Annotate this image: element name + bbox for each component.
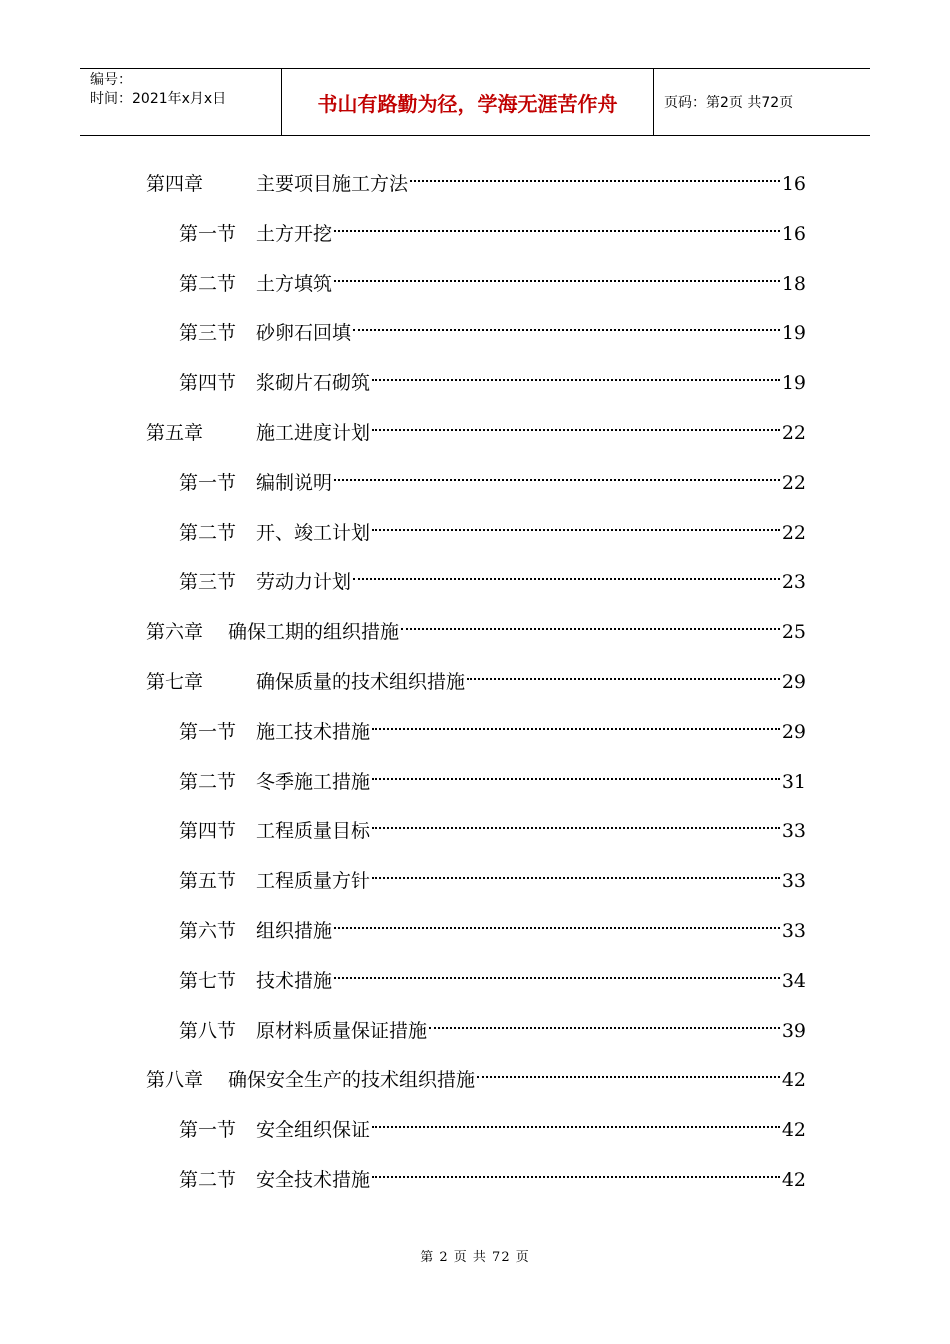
- toc-entry-title: 土方开挖: [256, 223, 333, 245]
- toc-entry-number: 第一节: [179, 721, 237, 743]
- toc-leader-dots: [334, 210, 780, 240]
- toc-entry-title: 原材料质量保证措施: [256, 1020, 428, 1042]
- toc-entry-page: 16: [781, 173, 806, 195]
- toc-entry-title: 确保安全生产的技术组织措施: [228, 1069, 476, 1091]
- toc-section-row: [179, 807, 806, 842]
- toc-entry-page: 33: [781, 820, 806, 842]
- toc-entry-number: 第二节: [179, 1169, 237, 1191]
- toc-leader-dots: [372, 359, 780, 389]
- toc-entry-number: 第四节: [179, 820, 237, 842]
- toc-leader-dots: [334, 260, 780, 290]
- toc-section-row: [179, 907, 806, 942]
- toc-leader-dots: [477, 1056, 780, 1086]
- toc-leader-dots: [372, 807, 780, 837]
- toc-leader-dots: [372, 758, 780, 788]
- toc-section-row: [179, 708, 806, 743]
- toc-section-row: [179, 558, 806, 593]
- toc-entry-page: 31: [781, 771, 806, 793]
- toc-chapter-row: [146, 1056, 806, 1091]
- toc-entry-title: 编制说明: [256, 472, 333, 494]
- toc-entry-page: 39: [781, 1020, 806, 1042]
- toc-section-row: [179, 309, 806, 344]
- toc-chapter-row: [146, 608, 806, 643]
- toc-chapter-row: [146, 658, 806, 693]
- toc-entry-number: 第一节: [179, 223, 237, 245]
- toc-leader-dots: [372, 708, 780, 738]
- toc-entry-number: 第五章: [146, 422, 204, 444]
- toc-entry-title: 砂卵石回填: [256, 322, 352, 344]
- toc-entry-page: 22: [781, 472, 806, 494]
- toc-entry-number: 第二节: [179, 273, 237, 295]
- toc-leader-dots: [372, 1106, 780, 1136]
- toc-entry-page: 23: [781, 571, 806, 593]
- toc-entry-number: 第一节: [179, 1119, 237, 1141]
- toc-leader-dots: [353, 558, 780, 588]
- toc-entry-number: 第二节: [179, 771, 237, 793]
- toc-entry-page: 42: [781, 1119, 806, 1141]
- toc-section-row: [179, 758, 806, 793]
- toc-entry-title: 施工技术措施: [256, 721, 371, 743]
- toc-entry-page: 22: [781, 422, 806, 444]
- toc-entry-title: 开、竣工计划: [256, 522, 371, 544]
- toc-entry-number: 第七节: [179, 970, 237, 992]
- toc-entry-number: 第六章: [146, 621, 204, 643]
- toc-entry-number: 第三节: [179, 322, 237, 344]
- toc-leader-dots: [334, 907, 780, 937]
- toc-entry-title: 工程质量目标: [256, 820, 371, 842]
- toc-section-row: [179, 459, 806, 494]
- toc-leader-dots: [372, 857, 780, 887]
- toc-entry-page: 25: [781, 621, 806, 643]
- toc-entry-title: 施工进度计划: [256, 422, 371, 444]
- toc-entry-title: 浆砌片石砌筑: [256, 372, 371, 394]
- toc-section-row: [179, 359, 806, 394]
- toc-entry-page: 33: [781, 870, 806, 892]
- toc-entry-number: 第二节: [179, 522, 237, 544]
- toc-leader-dots: [372, 509, 780, 539]
- toc-section-row: [179, 957, 806, 992]
- toc-entry-page: 42: [781, 1069, 806, 1091]
- toc-entry-page: 18: [781, 273, 806, 295]
- header-motto: 书山有路勤为径，学海无涯苦作舟: [282, 69, 654, 135]
- toc-section-row: [179, 1156, 806, 1191]
- toc-leader-dots: [353, 309, 780, 339]
- toc-section-row: [179, 1106, 806, 1141]
- toc-entry-page: 33: [781, 920, 806, 942]
- toc-entry-title: 劳动力计划: [256, 571, 352, 593]
- toc-entry-page: 22: [781, 522, 806, 544]
- toc-chapter-row: [146, 160, 806, 195]
- toc-section-row: [179, 509, 806, 544]
- toc-entry-title: 确保工期的组织措施: [228, 621, 400, 643]
- doc-time-label: 时间：2021年x月x日: [90, 91, 227, 107]
- header-page-info: 页码：第2页 共72页: [664, 95, 794, 111]
- toc-entry-page: 29: [781, 671, 806, 693]
- toc-entry-title: 组织措施: [256, 920, 333, 942]
- toc-leader-dots: [467, 658, 780, 688]
- toc-entry-title: 确保质量的技术组织措施: [256, 671, 466, 693]
- toc-entry-page: 34: [781, 970, 806, 992]
- toc-entry-number: 第六节: [179, 920, 237, 942]
- toc-section-row: [179, 210, 806, 245]
- toc-entry-number: 第五节: [179, 870, 237, 892]
- page-footer: 第 2 页 共 72 页: [420, 1250, 530, 1265]
- header-meta: [80, 69, 282, 135]
- toc-leader-dots: [410, 160, 780, 190]
- toc-entry-number: 第八节: [179, 1020, 237, 1042]
- toc-entry-page: 16: [781, 223, 806, 245]
- doc-number-label: 编号：: [90, 72, 132, 88]
- toc-entry-number: 第四节: [179, 372, 237, 394]
- toc-entry-number: 第七章: [146, 671, 204, 693]
- toc-entry-title: 工程质量方针: [256, 870, 371, 892]
- toc-leader-dots: [334, 459, 780, 489]
- toc-section-row: [179, 857, 806, 892]
- toc-entry-number: 第八章: [146, 1069, 204, 1091]
- toc-leader-dots: [429, 1007, 780, 1037]
- toc-entry-page: 42: [781, 1169, 806, 1191]
- toc-entry-page: 19: [781, 372, 806, 394]
- toc-section-row: [179, 1007, 806, 1042]
- toc-entry-title: 安全组织保证: [256, 1119, 371, 1141]
- toc-entry-page: 19: [781, 322, 806, 344]
- toc-entry-title: 主要项目施工方法: [256, 173, 409, 195]
- toc-entry-title: 冬季施工措施: [256, 771, 371, 793]
- toc-entry-number: 第四章: [146, 173, 204, 195]
- toc-section-row: [179, 260, 806, 295]
- toc-leader-dots: [334, 957, 780, 987]
- toc-leader-dots: [401, 608, 780, 638]
- toc-entry-number: 第一节: [179, 472, 237, 494]
- toc-chapter-row: [146, 409, 806, 444]
- toc-leader-dots: [372, 409, 780, 439]
- toc-entry-title: 技术措施: [256, 970, 333, 992]
- toc-entry-number: 第三节: [179, 571, 237, 593]
- toc-leader-dots: [372, 1156, 780, 1186]
- toc-entry-page: 29: [781, 721, 806, 743]
- toc-entry-title: 安全技术措施: [256, 1169, 371, 1191]
- page-header: [80, 68, 870, 136]
- toc-entry-title: 土方填筑: [256, 273, 333, 295]
